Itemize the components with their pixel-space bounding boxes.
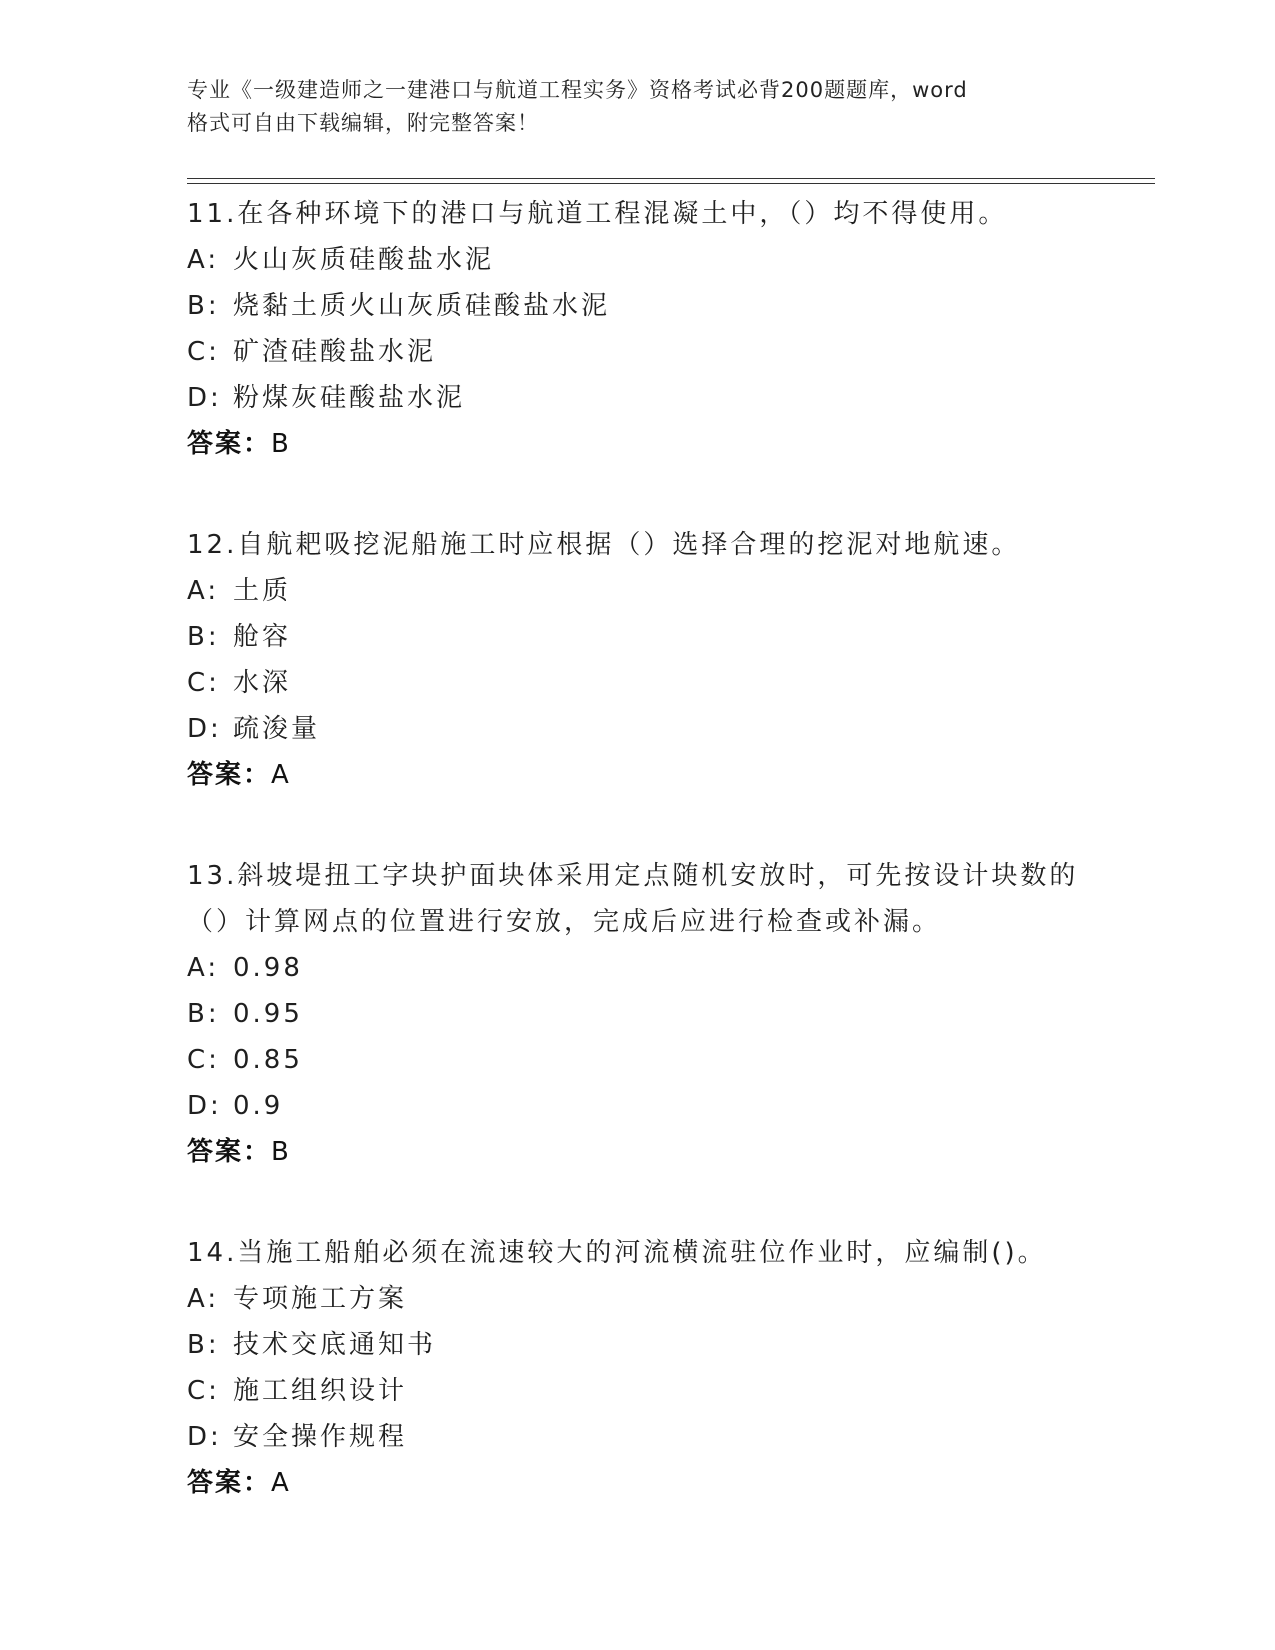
- answer-label: 答案：: [187, 1468, 272, 1498]
- option-text: 土质: [233, 576, 292, 606]
- option-letter: C:: [187, 1045, 220, 1075]
- answer-line: [187, 1460, 1097, 1506]
- option-letter: A:: [187, 576, 220, 606]
- option-d: [187, 375, 1097, 421]
- option-letter: B:: [187, 291, 220, 321]
- option-d: [187, 1083, 1097, 1129]
- document-header: [187, 74, 1087, 140]
- answer-line: [187, 421, 1097, 467]
- option-letter: A:: [187, 953, 220, 983]
- header-line-2: 格式可自由下载编辑，附完整答案！: [187, 111, 539, 135]
- option-d: [187, 1414, 1097, 1460]
- option-b: [187, 614, 1097, 660]
- option-text: 水深: [233, 668, 292, 698]
- option-text: 火山灰质硅酸盐水泥: [233, 245, 495, 275]
- option-letter: D:: [187, 714, 222, 744]
- question-stem: 12.自航耙吸挖泥船施工时应根据（）选择合理的挖泥对地航速。: [187, 530, 1021, 560]
- question-12: [187, 522, 1097, 798]
- answer-label: 答案：: [187, 1137, 272, 1167]
- option-a: [187, 237, 1097, 283]
- option-b: [187, 991, 1097, 1037]
- option-text: 施工组织设计: [233, 1376, 408, 1406]
- question-stem: 11.在各种环境下的港口与航道工程混凝土中，（）均不得使用。: [187, 199, 1008, 229]
- option-b: [187, 1322, 1097, 1368]
- option-letter: D:: [187, 1422, 222, 1452]
- answer-label: 答案：: [187, 760, 272, 790]
- option-letter: A:: [187, 1284, 220, 1314]
- option-c: [187, 329, 1097, 375]
- option-text: 0.9: [233, 1091, 284, 1121]
- header-line-1: 专业《一级建造师之一建港口与航道工程实务》资格考试必背200题题库，word: [187, 78, 968, 102]
- option-b: [187, 283, 1097, 329]
- option-text: 0.98: [233, 953, 303, 983]
- option-text: 技术交底通知书: [233, 1330, 437, 1360]
- option-text: 矿渣硅酸盐水泥: [233, 337, 437, 367]
- option-c: [187, 1368, 1097, 1414]
- answer-value: B: [271, 429, 291, 459]
- option-letter: B:: [187, 1330, 220, 1360]
- answer-value: A: [271, 1468, 291, 1498]
- answer-value: B: [271, 1137, 291, 1167]
- option-text: 专项施工方案: [233, 1284, 408, 1314]
- option-text: 烧黏土质火山灰质硅酸盐水泥: [233, 291, 611, 321]
- option-text: 安全操作规程: [233, 1422, 408, 1452]
- question-stem: 13.斜坡堤扭工字块护面块体采用定点随机安放时，可先按设计块数的（）计算网点的位置进行安放，完成后应进行检查或补漏。: [187, 861, 1079, 937]
- option-text: 舱容: [233, 622, 292, 652]
- option-a: [187, 945, 1097, 991]
- option-d: [187, 706, 1097, 752]
- question-11: [187, 191, 1097, 467]
- option-c: [187, 660, 1097, 706]
- option-c: [187, 1037, 1097, 1083]
- option-letter: C:: [187, 337, 220, 367]
- answer-line: [187, 752, 1097, 798]
- question-13: [187, 853, 1097, 1175]
- answer-label: 答案：: [187, 429, 272, 459]
- question-stem: 14.当施工船舶必须在流速较大的河流横流驻位作业时，应编制()。: [187, 1238, 1047, 1268]
- option-a: [187, 1276, 1097, 1322]
- option-letter: B:: [187, 622, 220, 652]
- option-letter: C:: [187, 1376, 220, 1406]
- option-letter: A:: [187, 245, 220, 275]
- option-letter: B:: [187, 999, 220, 1029]
- option-letter: C:: [187, 668, 220, 698]
- option-letter: D:: [187, 383, 222, 413]
- answer-line: [187, 1129, 1097, 1175]
- option-text: 疏浚量: [233, 714, 321, 744]
- option-text: 0.95: [233, 999, 303, 1029]
- answer-value: A: [271, 760, 291, 790]
- option-text: 粉煤灰硅酸盐水泥: [233, 383, 466, 413]
- option-letter: D:: [187, 1091, 222, 1121]
- question-14: [187, 1230, 1097, 1506]
- option-a: [187, 568, 1097, 614]
- question-list: [187, 191, 1097, 1561]
- option-text: 0.85: [233, 1045, 303, 1075]
- header-divider: [187, 178, 1155, 184]
